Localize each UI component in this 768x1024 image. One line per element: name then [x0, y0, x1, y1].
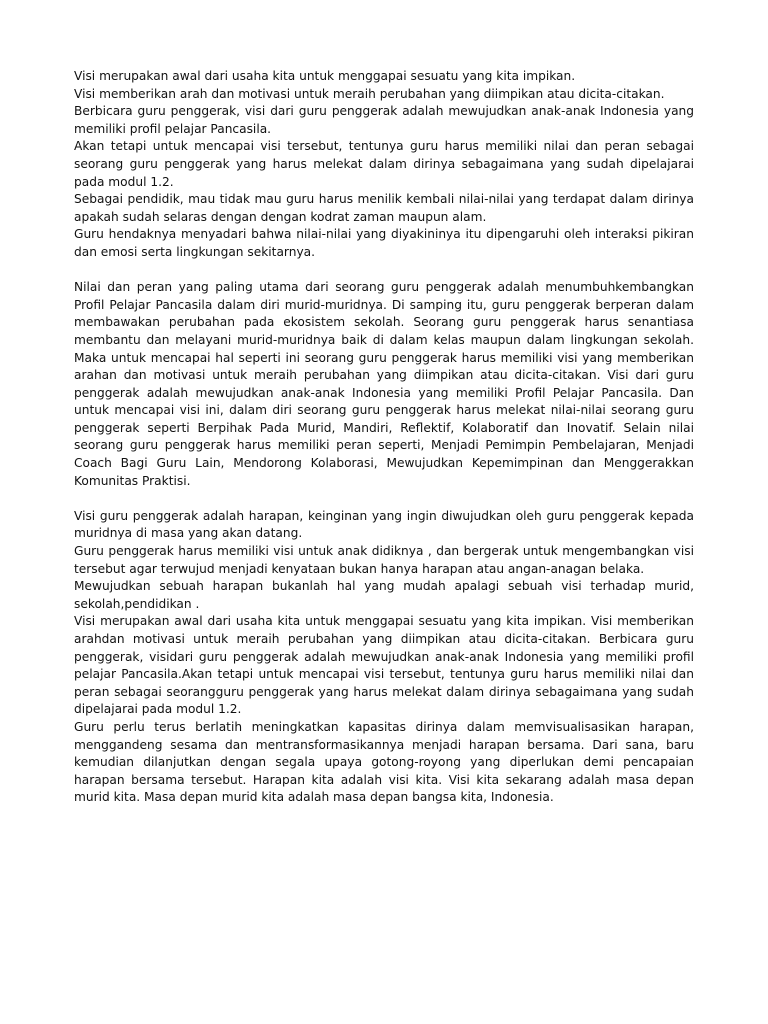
document-page	[74, 68, 694, 807]
paragraph: Sebagai pendidik, mau tidak mau guru harus menilik kembali nilai-nilai yang terdapat dalam dirinya apakah sudah selaras dengan dengan kodrat zaman maupun alam.	[74, 192, 694, 224]
paragraph: Visi guru penggerak adalah harapan, keinginan yang ingin diwujudkan oleh guru penggerak kepada muridnya di masa yang akan datang.	[74, 508, 694, 541]
paragraph: Guru hendaknya menyadari bahwa nilai-nilai yang diyakininya itu dipengaruhi oleh interaksi pikiran dan emosi serta lingkungan sekitarnya.	[74, 227, 694, 259]
paragraph: Mewujudkan sebuah harapan bukanlah hal yang mudah apalagi sebuah visi terhadap murid, sekolah,pendidikan .	[74, 579, 694, 611]
paragraph: Guru penggerak harus memiliki visi untuk anak didiknya , dan bergerak untuk mengembangkan visi tersebut agar terwujud menjadi kenyataan bukan hanya harapan atau angan-anagan belaka.	[74, 544, 694, 576]
paragraph-gap	[74, 490, 694, 508]
paragraph: Nilai dan peran yang paling utama dari seorang guru penggerak adalah menumbuhkembangkan Profil Pelajar Pancasila dalam diri murid-muridnya. Di samping itu, guru penggerak berperan dalam membawakan perubahan pada ekosistem sekolah. Seorang guru penggerak harus senantiasa membantu dan melayani murid-muridnya baik di dalam kelas maupun dalam lingkungan sekolah. Maka untuk mencapai hal seperti ini seorang guru penggerak harus memiliki visi yang memberikan arahan dan motivasi untuk meraih perubahan yang diimpikan atau dicita-citakan. Visi dari guru penggerak adalah mewujudkan anak-anak Indonesia yang memiliki Profil Pelajar Pancasila. Dan untuk mencapai visi ini, dalam diri seorang guru penggerak harus melekat nilai-nilai seorang guru penggerak seperti Berpihak Pada Murid, Mandiri, Reflektif, Kolaboratif dan Inovatif. Selain nilai seorang guru penggerak harus memiliki peran seperti, Menjadi Pemimpin Pembelajaran, Menjadi Coach Bagi Guru Lain, Mendorong Kolaborasi, Mewujudkan Kepemimpinan dan Menggerakkan Komunitas Praktisi.	[74, 280, 694, 488]
paragraph: Berbicara guru penggerak, visi dari guru penggerak adalah mewujudkan anak-anak Indonesia yang memiliki profil pelajar Pancasila.	[74, 104, 694, 136]
paragraph: Akan tetapi untuk mencapai visi tersebut, tentunya guru harus memiliki nilai dan peran sebagai seorang guru penggerak yang harus melekat dalam dirinya sebagaimana yang sudah dipelajarai pada modul 1.2.	[74, 139, 694, 189]
paragraph: Guru perlu terus berlatih meningkatkan kapasitas dirinya dalam memvisualisasikan harapan, menggandeng sesama dan mentransformasikannya menjadi harapan bersama. Dari sana, baru kemudian dilanjutkan dengan segala upaya gotong-royong yang diperlukan demi pencapaian harapan bersama tersebut. Harapan kita adalah visi kita. Visi kita sekarang adalah masa depan murid kita. Masa depan murid kita adalah masa depan bangsa kita, Indonesia.	[74, 719, 694, 805]
paragraph: Visi merupakan awal dari usaha kita untuk menggapai sesuatu yang kita impikan.	[74, 69, 576, 83]
paragraph-gap	[74, 262, 694, 280]
paragraph: Visi merupakan awal dari usaha kita untuk menggapai sesuatu yang kita impikan. Visi memberikan arahdan motivasi untuk meraih perubahan yang diimpikan atau dicita-citakan. Berbicara guru penggerak, visidari guru penggerak adalah mewujudkan anak-anak Indonesia yang memiliki profil pelajar Pancasila.Akan tetapi untuk mencapai visi tersebut, tentunya guru harus memiliki nilai dan peran sebagai seorangguru penggerak yang harus melekat dalam dirinya sebagaimana yang sudah dipelajarai pada modul 1.2.	[74, 614, 694, 717]
paragraph: Visi memberikan arah dan motivasi untuk meraih perubahan yang diimpikan atau dicita-citakan.	[74, 86, 665, 101]
